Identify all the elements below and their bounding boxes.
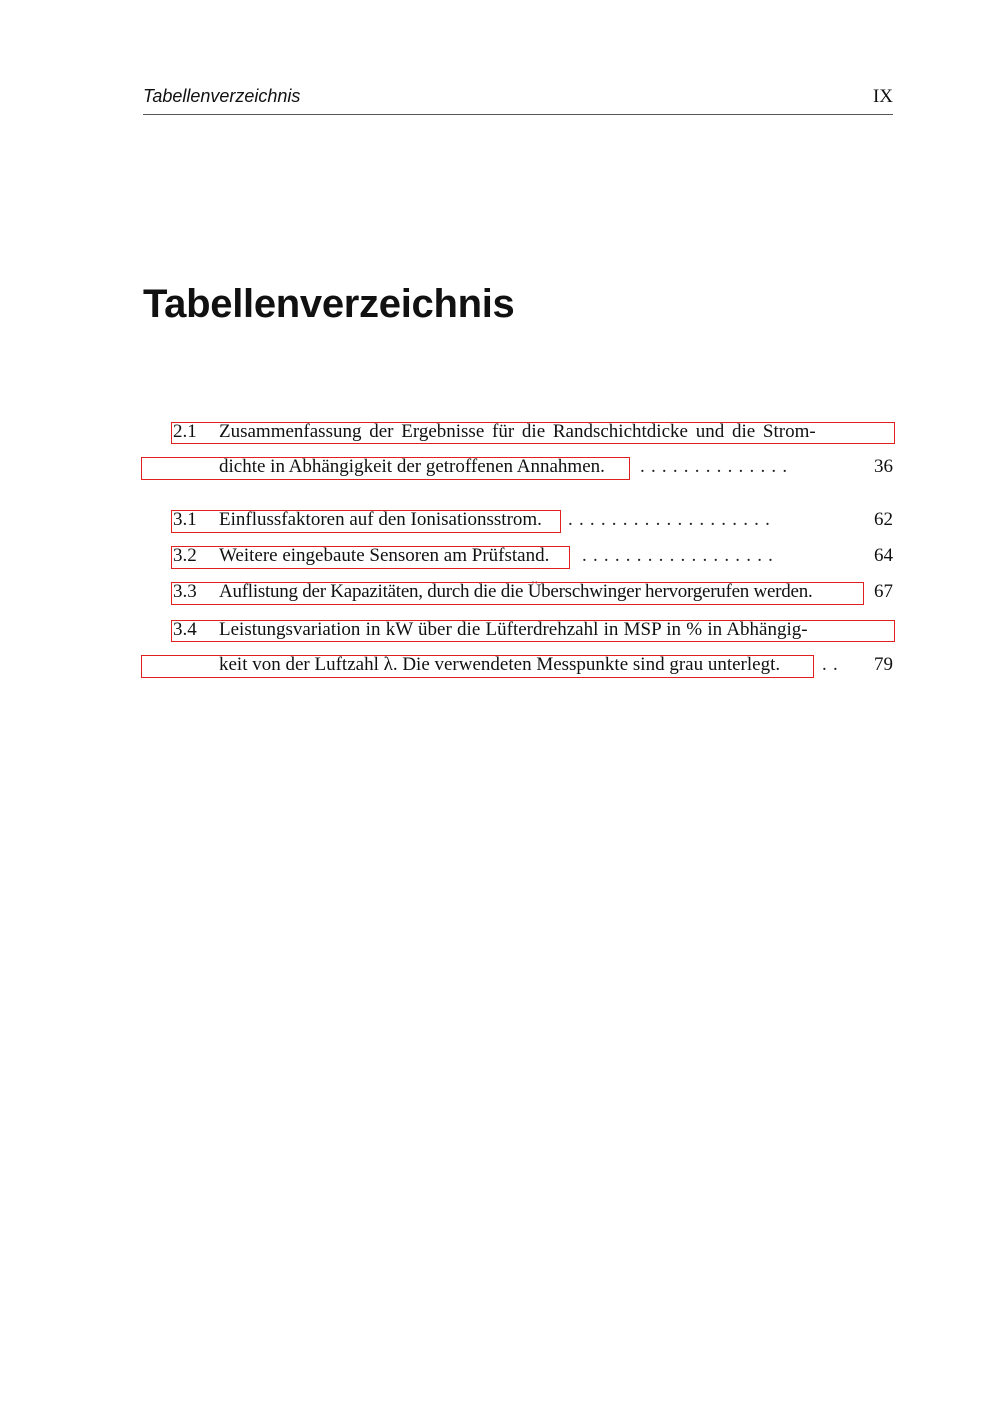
- page-number: IX: [872, 86, 893, 107]
- toc-entry-number[interactable]: 3.1: [173, 509, 197, 530]
- toc-entry-title[interactable]: Auflistung der Kapazitäten, durch die die Überschwinger hervorgerufen werden.: [219, 581, 813, 602]
- toc-entry-title[interactable]: Zusammenfassung der Ergebnisse für die Randschichtdicke und die Strom-: [219, 421, 816, 442]
- toc-entry-number[interactable]: 3.2: [173, 545, 197, 566]
- toc-entry-page[interactable]: 36: [874, 456, 893, 477]
- toc-entry-number[interactable]: 2.1: [173, 421, 197, 442]
- toc-entry-page[interactable]: 79: [874, 654, 893, 675]
- toc-entry-3-4-line-1: [0, 617, 1000, 643]
- toc-entry-page[interactable]: 67: [874, 581, 893, 602]
- toc-entry-3-4-line-2: [0, 652, 1000, 678]
- toc-leader-dots: ..............: [640, 456, 794, 477]
- toc-entry-title[interactable]: Einflussfaktoren auf den Ionisationsstrom.: [219, 509, 542, 530]
- toc-entry-title[interactable]: Leistungsvariation in kW über die Lüfterdrehzahl in MSP in % in Abhängig-: [219, 619, 808, 640]
- toc-leader-dots: ..................: [582, 545, 780, 566]
- toc-entry-3-3: [0, 579, 1000, 605]
- running-title: Tabellenverzeichnis: [143, 86, 301, 106]
- toc-entry-title[interactable]: Weitere eingebaute Sensoren am Prüfstand.: [219, 545, 550, 566]
- toc-leader-dots: ...................: [568, 509, 777, 530]
- toc-entry-title[interactable]: dichte in Abhängigkeit der getroffenen Annahmen.: [219, 456, 605, 477]
- toc-entry-number[interactable]: 3.3: [173, 581, 197, 602]
- toc-entry-number[interactable]: 3.4: [173, 619, 197, 640]
- toc-leader-dots: ..: [822, 654, 844, 675]
- toc-entry-page[interactable]: 62: [874, 509, 893, 530]
- toc-entry-page[interactable]: 64: [874, 545, 893, 566]
- chapter-title: Tabellenverzeichnis: [143, 282, 515, 326]
- toc-entry-3-2: [0, 543, 1000, 569]
- toc-entry-2-1-line-2: [0, 454, 1000, 480]
- toc-entry-2-1-line-1: [0, 419, 1000, 445]
- toc-entry-title[interactable]: keit von der Luftzahl λ. Die verwendeten Messpunkte sind grau unterlegt.: [219, 654, 781, 675]
- toc-entry-3-1: [0, 507, 1000, 533]
